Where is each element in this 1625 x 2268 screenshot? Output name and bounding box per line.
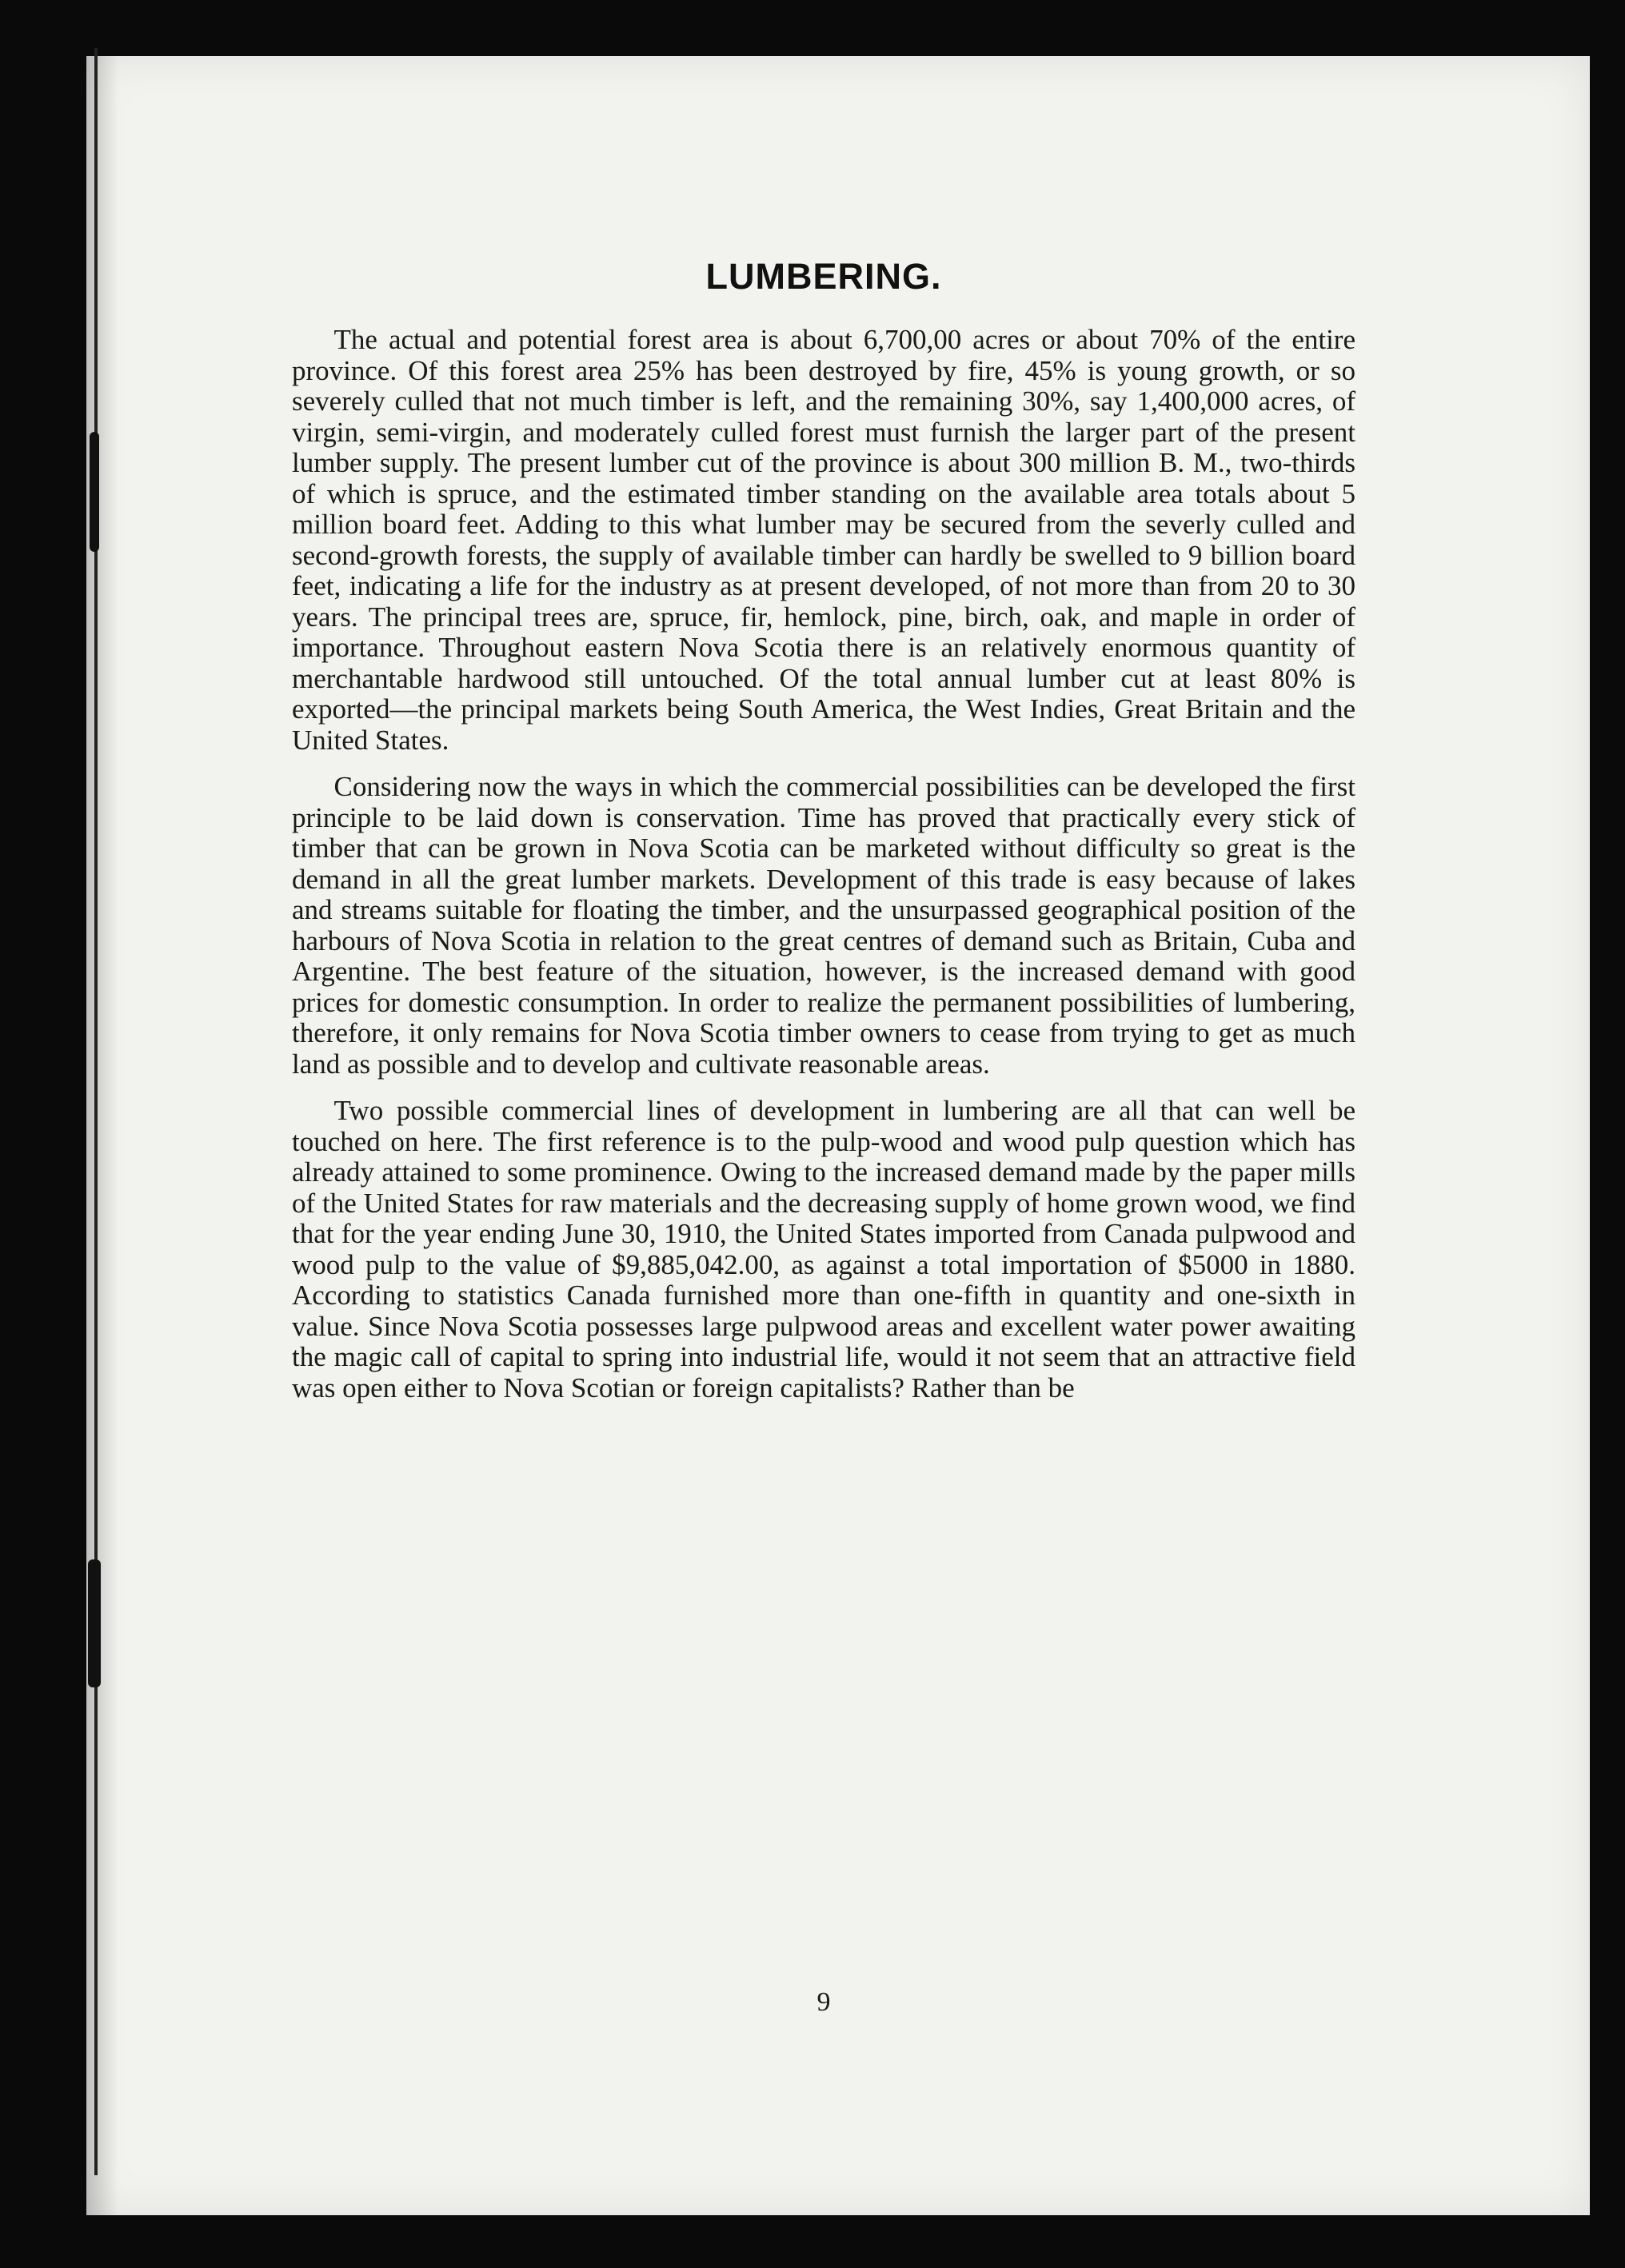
- text-body: [292, 240, 1355, 2017]
- paragraph-conservation: Considering now the ways in which the commercial possibilities can be developed the first principle to be laid down is conservation. Time has proved that practically every stick of timber that can be grown in Nova Scotia can be marketed without difficulty so great is the demand in all the great lumber markets. Development of this trade is easy because of lakes and streams suitable for floating the timber, and the unsurpassed geographical position of the harbours of Nova Scotia in relation to the great centres of demand such as Britain, Cuba and Argentine. The best feature of the situation, however, is the increased demand with good prices for domestic consumption. In order to realize the permanent possibilities of lumbering, therefore, it only remains for Nova Scotia timber owners to cease from trying to get as much land as possible and to develop and cultivate reasonable areas.: [292, 771, 1355, 1080]
- section-heading: LUMBERING.: [705, 256, 942, 297]
- binding-mark-lower: [88, 1559, 101, 1687]
- page-number: 9: [816, 1987, 831, 2017]
- paragraph-forest-area: The actual and potential forest area is about 6,700,00 acres or about 70% of the entire province. Of this forest area 25% has been destroyed by fire, 45% is young growth, or so severely culled that not much timber is left, and the remaining 30%, say 1,400,000 acres, of virgin, semi-virgin, and moderately culled forest must furnish the larger part of the present lumber supply. The present lumber cut of the province is about 300 million B. M., two-thirds of which is spruce, and the estimated timber standing on the available area totals about 5 million board feet. Adding to this what lumber may be secured from the severly culled and second-growth forests, the supply of available timber can hardly be swelled to 9 billion board feet, indicating a life for the industry as at present developed, of not more than from 20 to 30 years. The principal trees are, spruce, fir, hemlock, pine, birch, oak, and maple in order of importance. Throughout eastern Nova Scotia there is an relatively enormous quantity of merchantable hardwood still untouched. Of the total annual lumber cut at least 80% is exported—the principal markets being South America, the West Indies, Great Britain and the United States.: [292, 324, 1355, 756]
- binding-mark-upper: [90, 432, 99, 552]
- binding-shadow: [86, 56, 118, 2215]
- paragraph-pulpwood: Two possible commercial lines of development in lumbering are all that can well be touched on here. The first reference is to the pulp-wood and wood pulp question which has already attained to some prominence. Owing to the increased demand made by the paper mills of the United States for raw materials and the decreasing supply of home grown wood, we find that for the year ending June 30, 1910, the United States imported from Canada pulpwood and wood pulp to the value of $9,885,042.00, as against a total importation of $5000 in 1880. According to statistics Canada furnished more than one-fifth in quantity and one-sixth in value. Since Nova Scotia possesses large pulpwood areas and excellent water power awaiting the magic call of capital to spring into industrial life, would it not seem that an attractive field was open either to Nova Scotian or foreign capitalists? Rather than be: [292, 1095, 1355, 1404]
- binding-edge: [94, 48, 98, 2175]
